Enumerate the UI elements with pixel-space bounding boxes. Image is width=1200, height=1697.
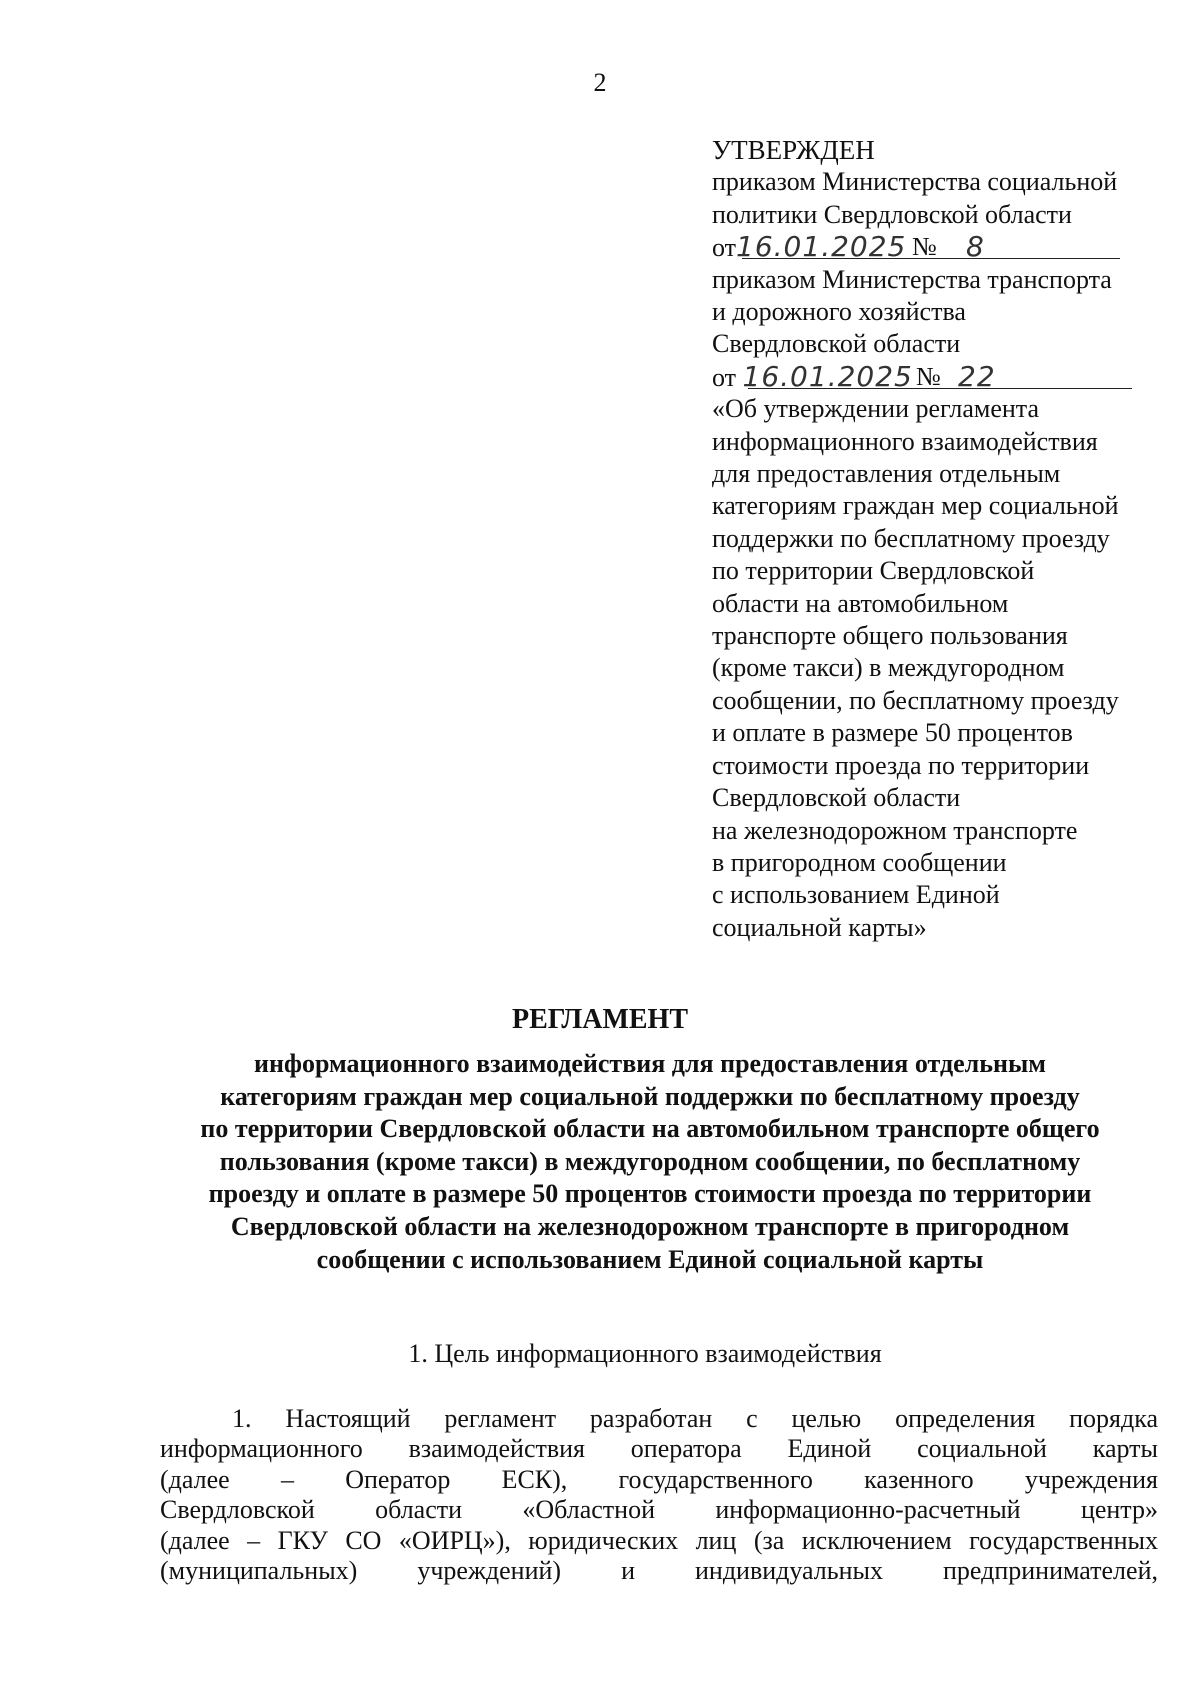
order2-date-line bbox=[712, 361, 1172, 393]
paragraph-line: (далее – Оператор ЕСК), государственного казенного учреждения bbox=[160, 1464, 1158, 1494]
subject-line: с использованием Единой bbox=[712, 880, 1000, 910]
order1-number: 8 bbox=[966, 230, 985, 264]
order2-line: и дорожного хозяйства bbox=[712, 297, 966, 327]
document-title: РЕГЛАМЕНТ bbox=[511, 1004, 688, 1035]
order2-date: 16.01.2025 bbox=[742, 359, 913, 393]
paragraph bbox=[160, 1404, 1158, 1586]
subject-line: по территории Свердловской bbox=[712, 556, 1035, 586]
approval-block bbox=[712, 134, 1172, 944]
subject-line: сообщении, по бесплатному проезду bbox=[712, 685, 1119, 715]
subject-line: информационного взаимодействия bbox=[712, 426, 1098, 456]
paragraph-line: (далее – ГКУ СО «ОИРЦ»), юридических лиц (за исключением государственных bbox=[160, 1525, 1158, 1555]
subject-line: (кроме такси) в междугородном bbox=[712, 653, 1065, 683]
subject-line: области на автомобильном bbox=[712, 588, 1009, 618]
order2-line: Свердловской области bbox=[712, 329, 961, 359]
subject-line: на железнодорожном транспорте bbox=[712, 815, 1078, 845]
paragraph-line: (муниципальных) учреждений) и индивидуальных предпринимателей, bbox=[160, 1556, 1158, 1586]
subject-line: и оплате в размере 50 процентов bbox=[712, 718, 1073, 748]
document-subtitle bbox=[150, 1048, 1150, 1276]
order2-number-label: № bbox=[916, 361, 941, 391]
subject-line: Свердловской области bbox=[712, 783, 961, 813]
paragraph-line: информационного взаимодействия оператора Единой социальной карты bbox=[160, 1434, 1158, 1464]
subtitle-line: Свердловской области на железнодорожном транспорте в пригородном bbox=[230, 1211, 1070, 1241]
subject-line: стоимости проезда по территории bbox=[712, 750, 1090, 780]
subtitle-line: пользования (кроме такси) в междугородном сообщении, по бесплатному bbox=[219, 1146, 1081, 1176]
order1-line: политики Свердловской области bbox=[712, 199, 1072, 229]
order1-prefix: от bbox=[712, 233, 737, 263]
subject-line: категориям граждан мер социальной bbox=[712, 491, 1119, 521]
paragraph-line: Свердловской области «Областной информационно-расчетный центр» bbox=[160, 1495, 1158, 1525]
order2-prefix: от bbox=[712, 362, 737, 392]
section-heading: 1. Цель информационного взаимодействия bbox=[408, 1339, 882, 1368]
order2-underline bbox=[748, 388, 1132, 389]
order2-line: приказом Министерства транспорта bbox=[712, 264, 1112, 294]
subtitle-line: категориям граждан мер социальной поддержки по бесплатному проезду bbox=[220, 1081, 1080, 1111]
paragraph-line: 1. Настоящий регламент разработан с целью определения порядка bbox=[232, 1404, 1158, 1433]
subject-line: транспорте общего пользования bbox=[712, 621, 1068, 651]
approval-heading: УТВЕРЖДЕН bbox=[712, 135, 875, 165]
subtitle-line: сообщении с использованием Единой социальной карты bbox=[316, 1244, 984, 1274]
subject-line: «Об утверждении регламента bbox=[712, 394, 1040, 424]
subtitle-line: информационного взаимодействия для предоставления отдельным bbox=[254, 1049, 1046, 1078]
page-number: 2 bbox=[593, 68, 607, 97]
order1-date: 16.01.2025 bbox=[736, 230, 907, 264]
order1-date-line bbox=[712, 231, 1172, 263]
subject-line: в пригородном сообщении bbox=[712, 847, 1007, 877]
subject-line: социальной карты» bbox=[712, 912, 927, 942]
subject-line: поддержки по бесплатному проезду bbox=[712, 523, 1110, 553]
subject-line: для предоставления отдельным bbox=[712, 459, 1061, 489]
order1-number-label: № bbox=[912, 232, 937, 262]
subtitle-line: по территории Свердловской области на автомобильном транспорте общего bbox=[200, 1114, 1100, 1144]
subtitle-line: проезду и оплате в размере 50 процентов стоимости проезда по территории bbox=[208, 1179, 1092, 1209]
order1-underline bbox=[742, 258, 1120, 259]
order1-line: приказом Министерства социальной bbox=[712, 167, 1118, 197]
order2-number: 22 bbox=[958, 359, 996, 393]
